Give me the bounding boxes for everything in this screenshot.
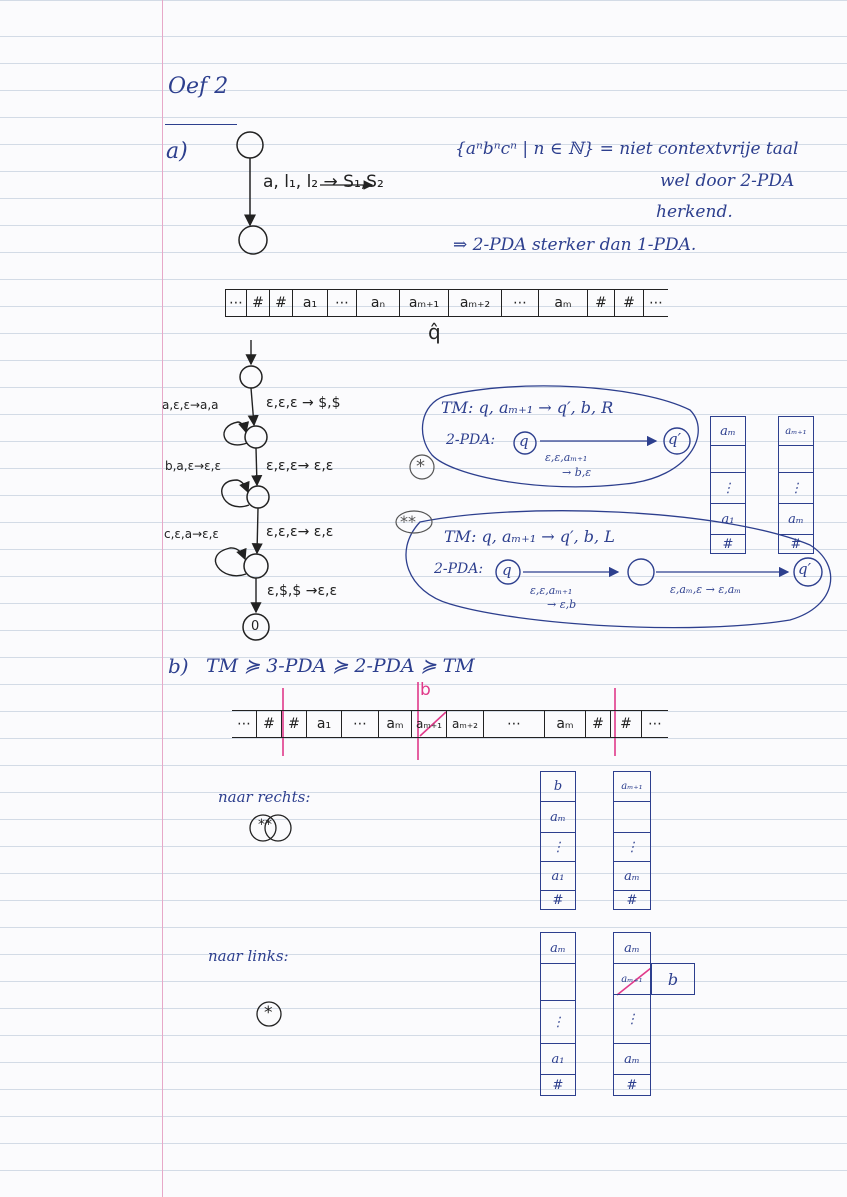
stack-cell: aₘ	[614, 933, 650, 964]
tape-cell: aₘ	[379, 711, 412, 737]
pda-state-3	[247, 486, 269, 508]
pda-state-4	[244, 554, 268, 578]
tape-cell: aₘ₊₂	[447, 711, 484, 737]
stack-cell: a₁	[711, 504, 745, 535]
tape-cell: #	[588, 290, 615, 316]
naar-rechts-label: naar rechts:	[218, 788, 311, 806]
page-title: Oef 2	[168, 74, 229, 99]
tape-cell: ⋯	[648, 716, 662, 732]
tape-cell: ⋯	[502, 290, 539, 316]
tape-cell: ⋯	[232, 711, 257, 737]
bubble2-to-state: q′	[798, 560, 812, 578]
tape-cell: aₘ₊₁	[412, 711, 447, 737]
pda-arrow	[257, 508, 258, 553]
stack-a-left	[710, 416, 746, 554]
self-loop-2	[222, 480, 249, 507]
stack-cell: aₘ	[711, 417, 745, 446]
stack-cell: ⋮	[711, 473, 745, 504]
mark-1: *	[416, 456, 425, 477]
pda-self-loop-label-2: b,a,ε→ε,ε	[165, 459, 221, 473]
pda-edge-label-2: ε,ε,ε→ ε,ε	[266, 458, 334, 474]
pda-final-state-label: 0	[251, 619, 260, 634]
pda-arrow	[256, 448, 257, 485]
tape-cell: ⋯	[342, 711, 379, 737]
stack-cell: b	[541, 772, 575, 802]
stack-cell: #	[626, 1077, 638, 1093]
stack-cell: ⋮	[541, 1001, 575, 1044]
stack-cell: aₘ₊₁	[779, 417, 813, 446]
tape-cell: aₘ	[539, 290, 588, 316]
state-circle	[239, 226, 267, 254]
tape-cell: aₘ₊₁	[400, 290, 449, 316]
bubble1-from-state: q	[519, 432, 529, 450]
bubble2-edge1-line-1: ε,ε,aₘ₊₁	[530, 584, 573, 597]
bubble1-pda-label: 2-PDA:	[446, 432, 496, 448]
stack-a-right	[778, 416, 814, 554]
tape-b	[232, 710, 668, 738]
stack-cell: a₁	[541, 1044, 575, 1075]
bubble1-tm-rule: TM: q, aₘ₊₁ → q′, b, R	[441, 398, 614, 417]
pda-arrow	[251, 388, 254, 425]
tape-a	[225, 289, 668, 317]
stack-cell: #	[552, 1077, 564, 1093]
pda-edge-label-1: ε,ε,ε → $,$	[266, 395, 341, 411]
stack-cell: aₘ₊₁	[614, 964, 650, 995]
tape-cell: #	[611, 711, 642, 737]
bubble2-from-state: q	[502, 561, 512, 579]
stack-cell	[614, 802, 650, 833]
tape-cell: ⋯	[226, 290, 247, 316]
bubble2-tm-rule: TM: q, aₘ₊₁ → q′, b, L	[444, 527, 615, 546]
tape-cell: #	[247, 290, 270, 316]
pda-edge-label-4: ε,$,$ →ε,ε	[267, 583, 338, 599]
pda-self-loop-label-1: a,ε,ε→a,a	[162, 398, 219, 412]
tape-cell: a₁	[307, 711, 342, 737]
part-b-b-mark: b	[420, 680, 431, 700]
bubble2-pda-label: 2-PDA:	[434, 561, 484, 577]
tape-cell: ⋯	[649, 295, 663, 311]
stack-cell: a₁	[541, 862, 575, 891]
part-a-label: a)	[166, 139, 188, 164]
part-b-chain: TM ≽ 3-PDA ≽ 2-PDA ≽ TM	[206, 655, 475, 677]
pda-self-loop-label-3: c,ε,a→ε,ε	[164, 527, 219, 541]
stack-cell: aₘ	[614, 862, 650, 891]
transition-label: a, l₁, l₂ → S₁,S₂	[263, 172, 384, 192]
tape-cell: aₘ	[545, 711, 586, 737]
stack-cell	[779, 446, 813, 473]
tape-cell: #	[615, 290, 644, 316]
stack-cell: #	[722, 536, 734, 552]
bubble1-to-state: q′	[668, 430, 682, 448]
note-line-3: herkend.	[656, 202, 733, 222]
bubble2-edge1-line-2: → ε,b	[547, 598, 577, 611]
stack-cell: #	[626, 892, 638, 908]
tape-cell: #	[586, 711, 611, 737]
tape-cell: #	[270, 290, 293, 316]
stack-cell	[711, 446, 745, 473]
bubble1-edge-line-1: ε,ε,aₘ₊₁	[545, 451, 588, 464]
tape-cell: ⋯	[328, 290, 357, 316]
tape-cell: #	[282, 711, 307, 737]
stack-right-1	[540, 771, 576, 910]
stack-cell: ⋮	[779, 473, 813, 504]
tape-head: q̂	[428, 320, 441, 344]
note-line-4: ⇒ 2-PDA sterker dan 1-PDA.	[453, 235, 697, 255]
stack-cell: aₘ	[779, 504, 813, 535]
naar-links-mark: *	[264, 1003, 273, 1023]
tape-cell: aₙ	[357, 290, 400, 316]
state-mid-bubble2	[628, 559, 654, 585]
pushed-b-box: b	[651, 963, 695, 995]
stack-cell: ⋮	[614, 833, 650, 862]
self-loop-1	[224, 422, 247, 445]
pda-state-1	[240, 366, 262, 388]
stack-cell: aₘ	[614, 1044, 650, 1075]
naar-rechts-mark: **	[258, 817, 272, 833]
stack-cell: aₘ	[541, 802, 575, 833]
note-line-2: wel door 2-PDA	[660, 171, 795, 191]
stack-left-1	[540, 932, 576, 1096]
state-circle	[237, 132, 263, 158]
tape-cell: aₘ₊₂	[449, 290, 502, 316]
stack-right-2	[613, 771, 651, 910]
stack-cell: aₘ	[541, 933, 575, 964]
naar-links-label: naar links:	[208, 947, 289, 965]
stack-left-2	[613, 932, 651, 1096]
part-b-label: b)	[168, 654, 189, 678]
stack-cell: aₘ₊₁	[614, 772, 650, 802]
tape-cell: ⋯	[484, 711, 545, 737]
note-line-1: {aⁿbⁿcⁿ | n ∈ ℕ} = niet contextvrije taal	[455, 139, 799, 159]
mark-2: **	[400, 512, 416, 531]
tape-cell: a₁	[293, 290, 328, 316]
stack-cell	[541, 964, 575, 1001]
tape-cell: #	[257, 711, 282, 737]
bubble1-edge-line-2: → b,ε	[562, 466, 592, 479]
stack-cell: ⋮	[541, 833, 575, 862]
stack-cell: #	[790, 536, 802, 552]
pda-edge-label-3: ε,ε,ε→ ε,ε	[266, 524, 334, 540]
stack-cell: ⋮	[614, 995, 650, 1044]
self-loop-3	[215, 548, 246, 576]
pda-state-2	[245, 426, 267, 448]
bubble2-edge2-label: ε,aₘ,ε → ε,aₘ	[670, 583, 742, 596]
stack-cell: #	[552, 892, 564, 908]
